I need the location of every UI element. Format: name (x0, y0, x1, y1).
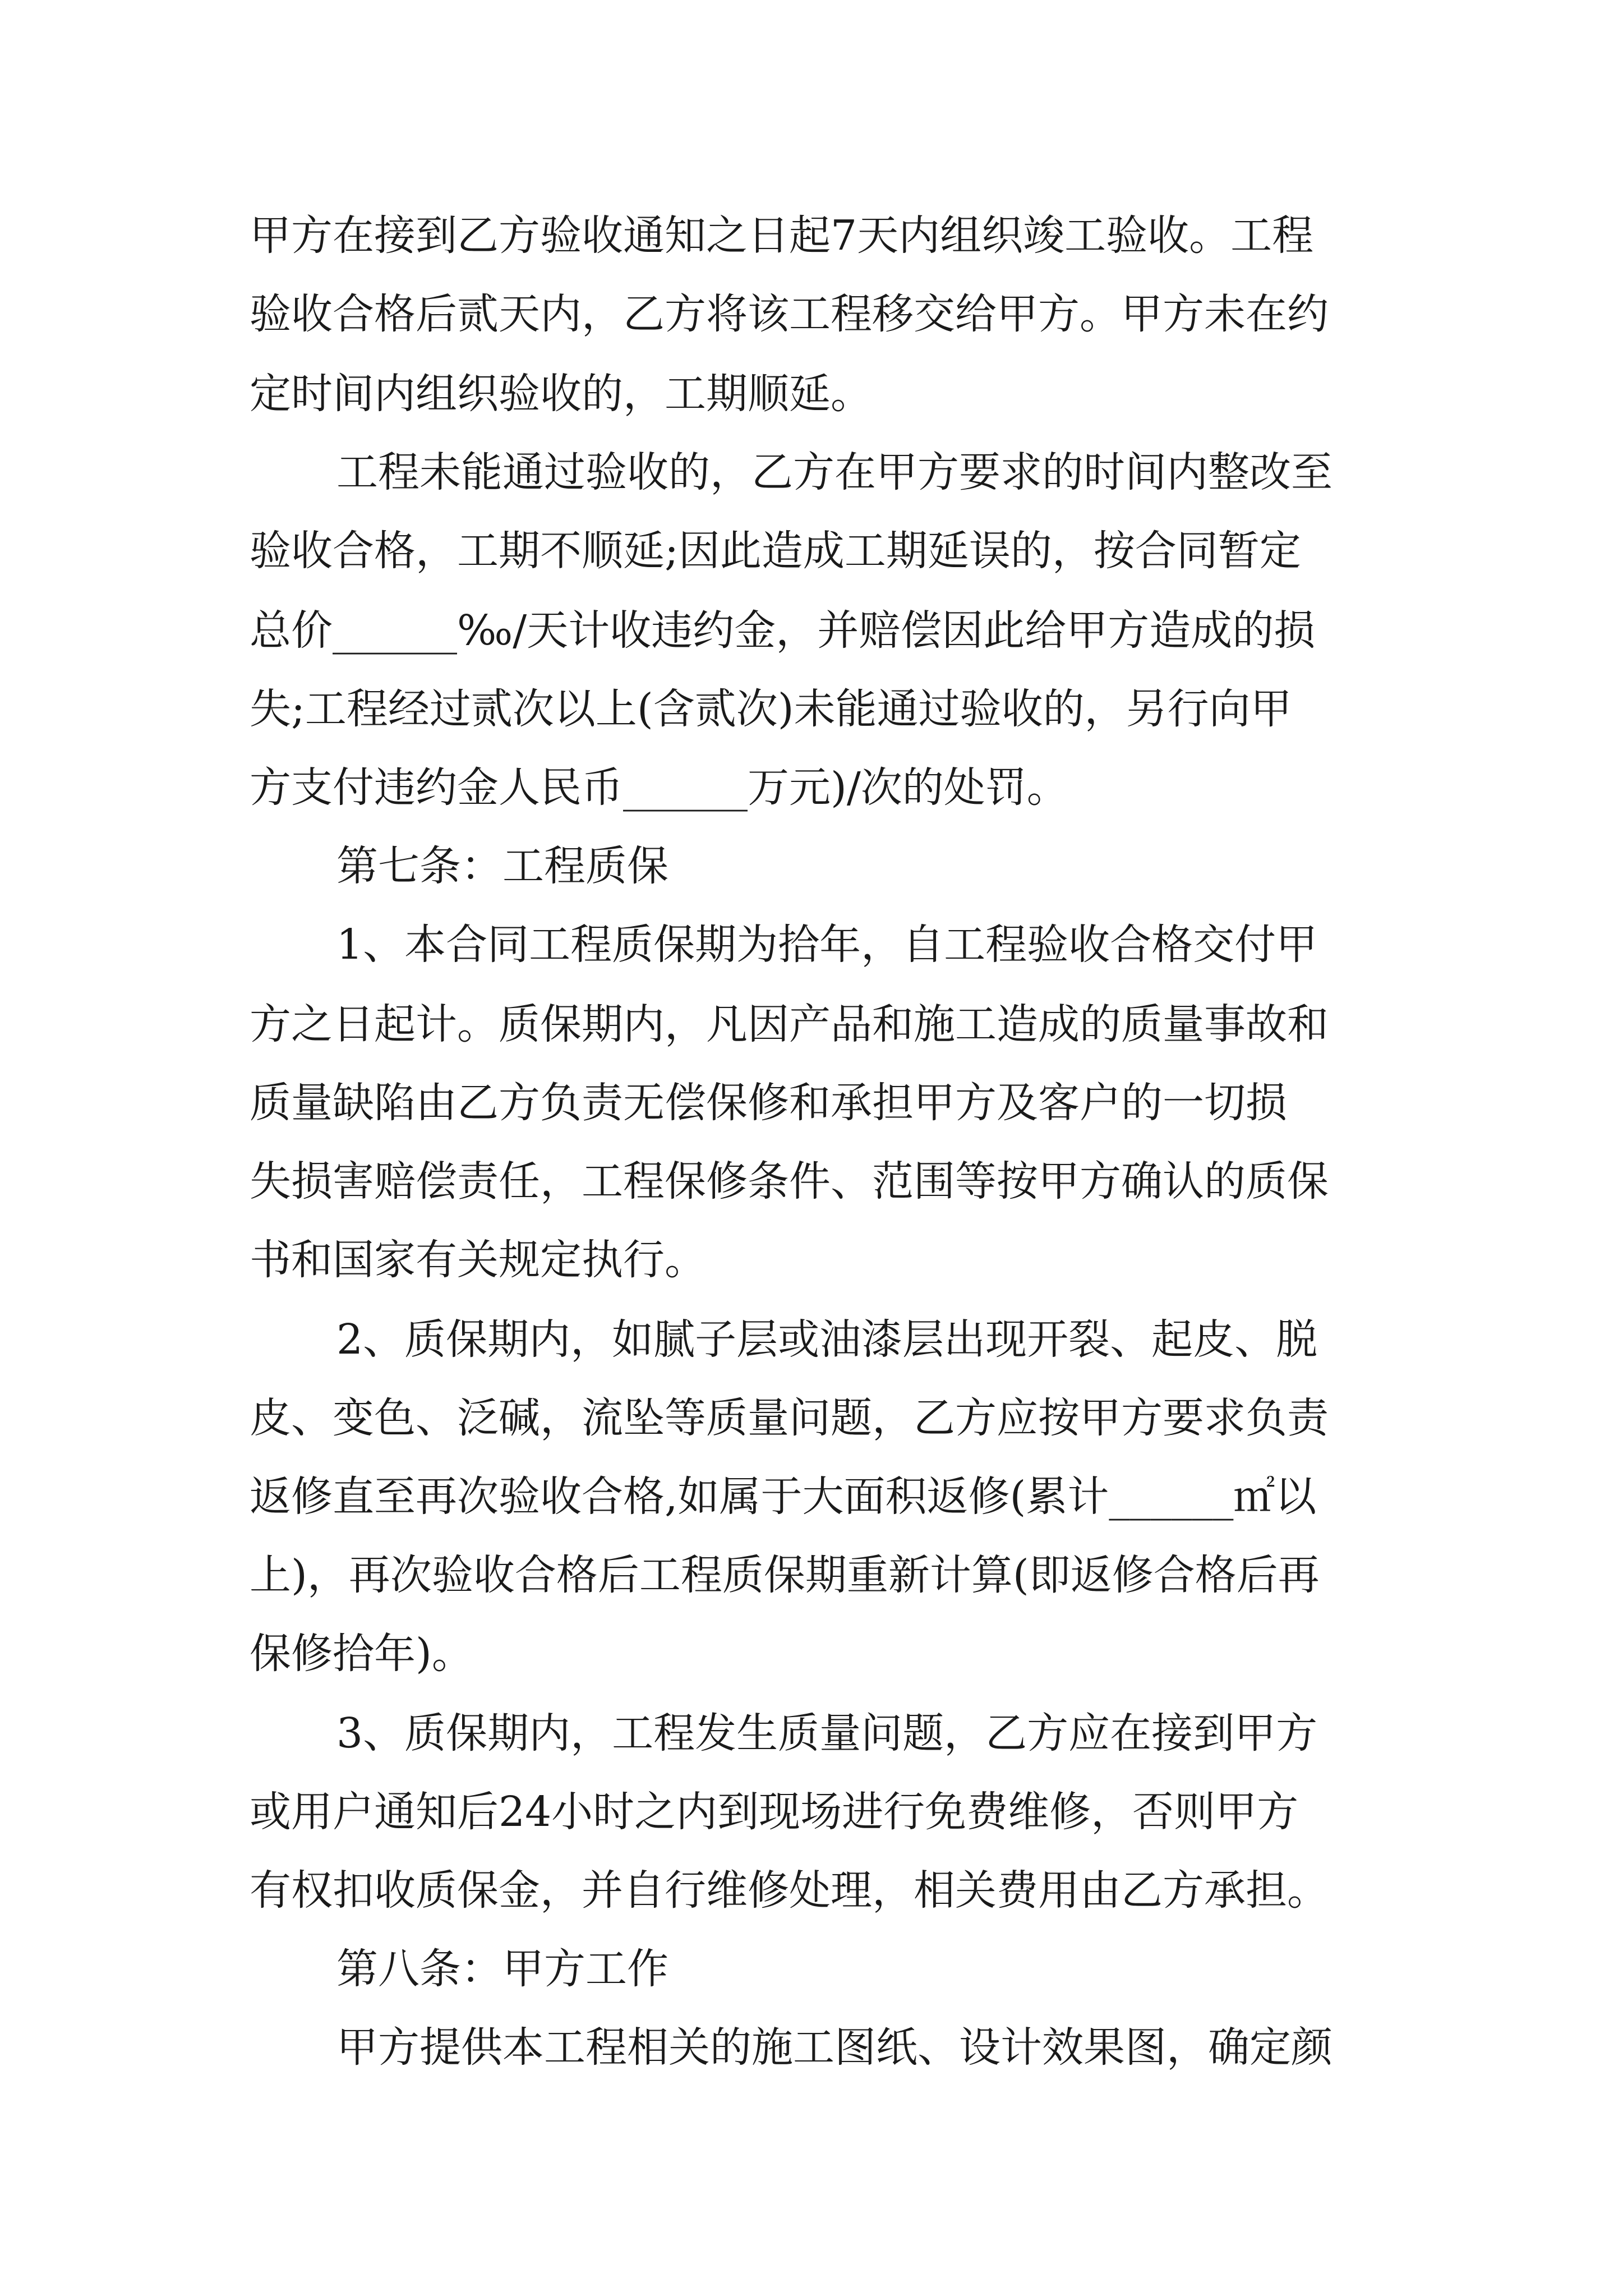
text-line: 书和国家有关规定执行。 (250, 1236, 706, 1284)
text-line: 1、本合同工程质保期为拾年，自工程验收合格交付甲 (336, 921, 1318, 969)
text-line: 工程未能通过验收的，乙方在甲方要求的时间内整改至 (336, 448, 1332, 496)
text-line: 方支付违约金人民币______万元)/次的处罚。 (250, 763, 1068, 812)
text-line: 上)，再次验收合格后工程质保期重新计算(即返修合格后再 (250, 1551, 1320, 1599)
text-line: 甲方在接到乙方验收通知之日起7天内组织竣工验收。工程 (250, 211, 1314, 260)
text-line: 皮、变色、泛碱，流坠等质量问题，乙方应按甲方要求负责 (250, 1394, 1329, 1442)
text-line: 验收合格，工期不顺延;因此造成工期延误的，按合同暂定 (250, 527, 1301, 575)
text-line: 方之日起计。质保期内，凡因产品和施工造成的质量事故和 (250, 1000, 1329, 1048)
text-line: 或用户通知后24小时之内到现场进行免费维修，否则甲方 (250, 1788, 1299, 1836)
text-line: 验收合格后贰天内，乙方将该工程移交给甲方。甲方未在约 (250, 290, 1329, 338)
text-line: 失损害赔偿责任，工程保修条件、范围等按甲方确认的质保 (250, 1157, 1329, 1205)
text-line: 有权扣收质保金，并自行维修处理，相关费用由乙方承担。 (250, 1866, 1329, 1915)
text-line: 返修直至再次验收合格,如属于大面积返修(累计______㎡以 (250, 1473, 1317, 1521)
section-heading: 第七条：工程质保 (336, 842, 668, 890)
section-heading: 第八条：甲方工作 (336, 1945, 668, 1993)
text-line: 质量缺陷由乙方负责无偿保修和承担甲方及客户的一切损 (250, 1079, 1287, 1127)
text-line: 甲方提供本工程相关的施工图纸、设计效果图，确定颜 (336, 2023, 1332, 2072)
text-line: 3、质保期内，工程发生质量问题，乙方应在接到甲方 (336, 1709, 1318, 1757)
text-line: 2、质保期内，如腻子层或油漆层出现开裂、起皮、脱 (336, 1315, 1318, 1364)
text-line: 失;工程经过贰次以上(含贰次)未能通过验收的，另行向甲 (250, 685, 1292, 733)
text-line: 定时间内组织验收的，工期顺延。 (250, 370, 872, 418)
text-line: 总价______‰/天计收违约金，并赔偿因此给甲方造成的损 (250, 606, 1316, 655)
text-line: 保修拾年)。 (250, 1630, 473, 1678)
